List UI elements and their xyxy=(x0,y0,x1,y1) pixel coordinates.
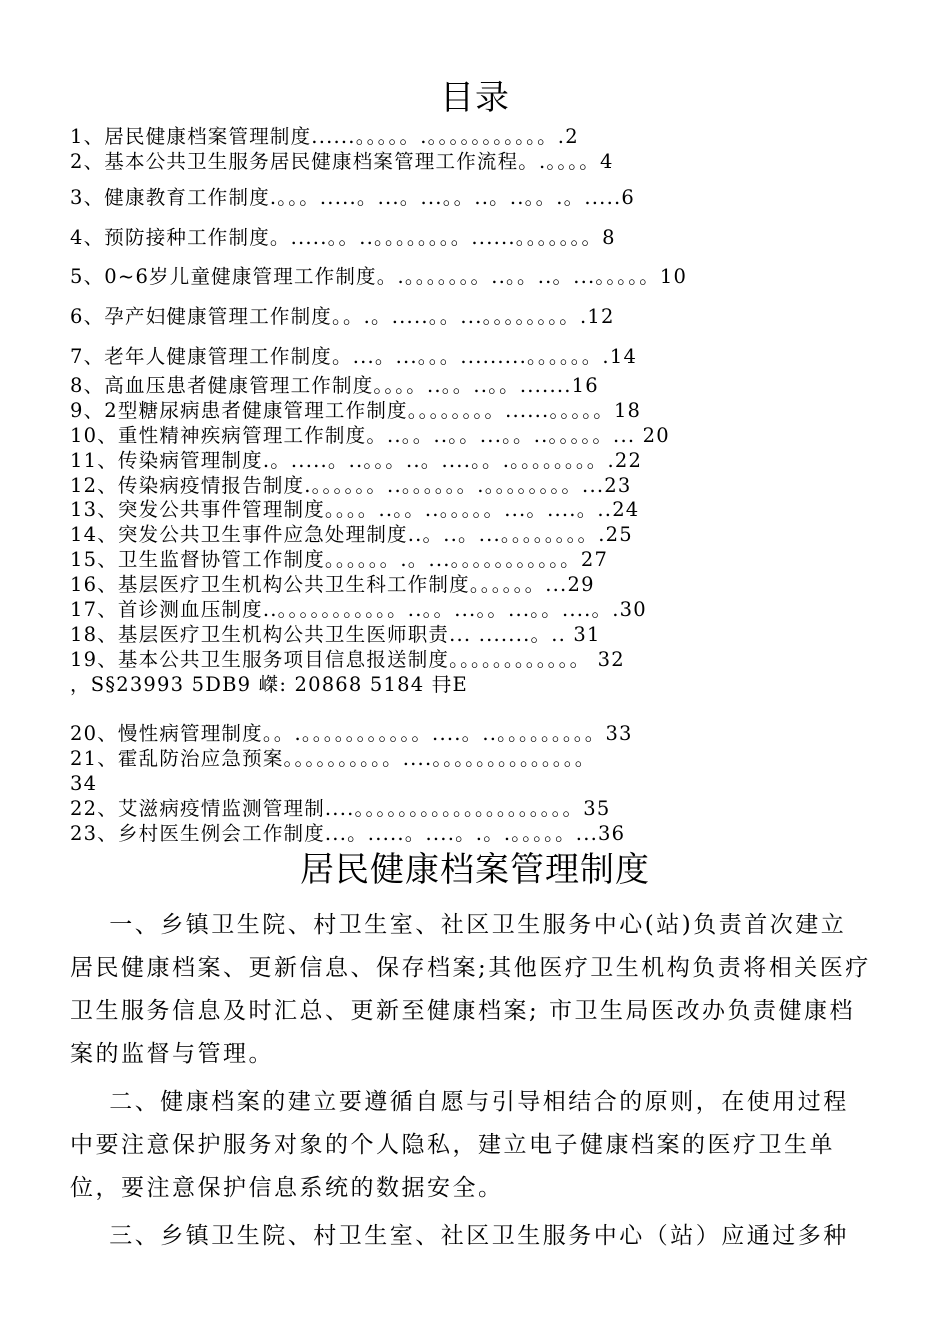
toc-line: 23、乡村医生例会工作制度...。.....。....。.。.。。。。。...36 xyxy=(70,822,626,845)
toc-line: 6、孕产妇健康管理工作制度。。.。.....。。...。。。。。。。。.12 xyxy=(70,305,615,328)
toc-line: 5、0~6岁儿童健康管理工作制度。.。。。。。。。..。。..。...。。。。。10 xyxy=(70,265,688,288)
toc-line: 8、高血压患者健康管理工作制度。。。。..。。..。。.......16 xyxy=(70,374,599,397)
toc-line: 3、健康教育工作制度.。。。.....。...。...。。..。..。。.。.....6 xyxy=(70,186,635,209)
body-text-line: 案的监督与管理。 xyxy=(70,1041,274,1067)
toc-line: 2、基本公共卫生服务居民健康档案管理工作流程。.。。。。4 xyxy=(70,150,614,173)
toc-line: 10、重性精神疾病管理工作制度。..。。..。。...。。..。。。。。... 20 xyxy=(70,424,670,447)
body-text-line: 三、乡镇卫生院、村卫生室、社区卫生服务中心（站）应通过多种 xyxy=(70,1223,849,1249)
toc-line: 12、传染病疫情报告制度.。。。。。。..。。。。。。.。。。。。。。。...23 xyxy=(70,474,632,497)
toc-line: 15、卫生监督协管工作制度。。。。。。.。...。。。。。。。。。。。27 xyxy=(70,548,609,571)
toc-line: 9、2型糖尿病患者健康管理工作制度。。。。。。。。......。。。。。18 xyxy=(70,399,642,422)
toc-line: 17、首诊测血压制度..。。。。。。。。。。。..。。...。。...。。....。.30 xyxy=(70,598,647,621)
toc-title: 目录 xyxy=(440,78,510,118)
section-title: 居民健康档案管理制度 xyxy=(300,850,650,890)
toc-line: 16、基层医疗卫生机构公共卫生科工作制度。。。。。。...29 xyxy=(70,573,595,596)
body-text-line: 中要注意保护服务对象的个人隐私，建立电子健康档案的医疗卫生单 xyxy=(70,1132,835,1158)
toc-line: 21、霍乱防治应急预案。。。。。。。。。。....。。。。。。。。。。。。。。 xyxy=(70,747,596,770)
toc-line: 19、基本公共卫生服务项目信息报送制度。。。。。。。。。。。。 32 xyxy=(70,648,625,671)
body-text-line: 位，要注意保护信息系统的数据安全。 xyxy=(70,1175,504,1201)
toc-line: 22、艾滋病疫情监测管理制....。。。。。。。。。。。。。。。。。。。。35 xyxy=(70,797,611,820)
body-text-line: 二、健康档案的建立要遵循自愿与引导相结合的原则，在使用过程 xyxy=(70,1089,849,1115)
body-text-line: 卫生服务信息及时汇总、更新至健康档案; 市卫生局医改办负责健康档 xyxy=(70,998,856,1024)
toc-line: 7、老年人健康管理工作制度。...。...。。。.........。。。。。。.14 xyxy=(70,345,638,368)
toc-line: 14、突发公共卫生事件应急处理制度..。..。...。。。。。。。。.25 xyxy=(70,523,633,546)
toc-line: 13、突发公共事件管理制度。。。。..。。..。。。。。...。....。..24 xyxy=(70,498,640,521)
toc-line: 4、预防接种工作制度。.....。。..。。。。。。。。......。。。。。。。8 xyxy=(70,226,616,249)
toc-line: 18、基层医疗卫生机构公共卫生医师职责... .......。.. 31 xyxy=(70,623,601,646)
toc-line: 1、居民健康档案管理制度......。。。。。.。。。。。。。。。。。.2 xyxy=(70,125,579,148)
toc-line: ，S§23993 5DB9 嵥: 20868 5184 冄E xyxy=(70,673,468,696)
toc-line: 20、慢性病管理制度。。.。。。。。。。。。。。....。..。。。。。。。。。33 xyxy=(70,722,633,745)
body-text-line: 一、乡镇卫生院、村卫生室、社区卫生服务中心(站)负责首次建立 xyxy=(70,912,847,938)
toc-line: 11、传染病管理制度.。.....。..。。。..。....。。.。。。。。。。。.22 xyxy=(70,449,643,472)
toc-line: 34 xyxy=(70,772,98,795)
body-text-line: 居民健康档案、更新信息、保存档案;其他医疗卫生机构负责将相关医疗 xyxy=(70,955,871,981)
